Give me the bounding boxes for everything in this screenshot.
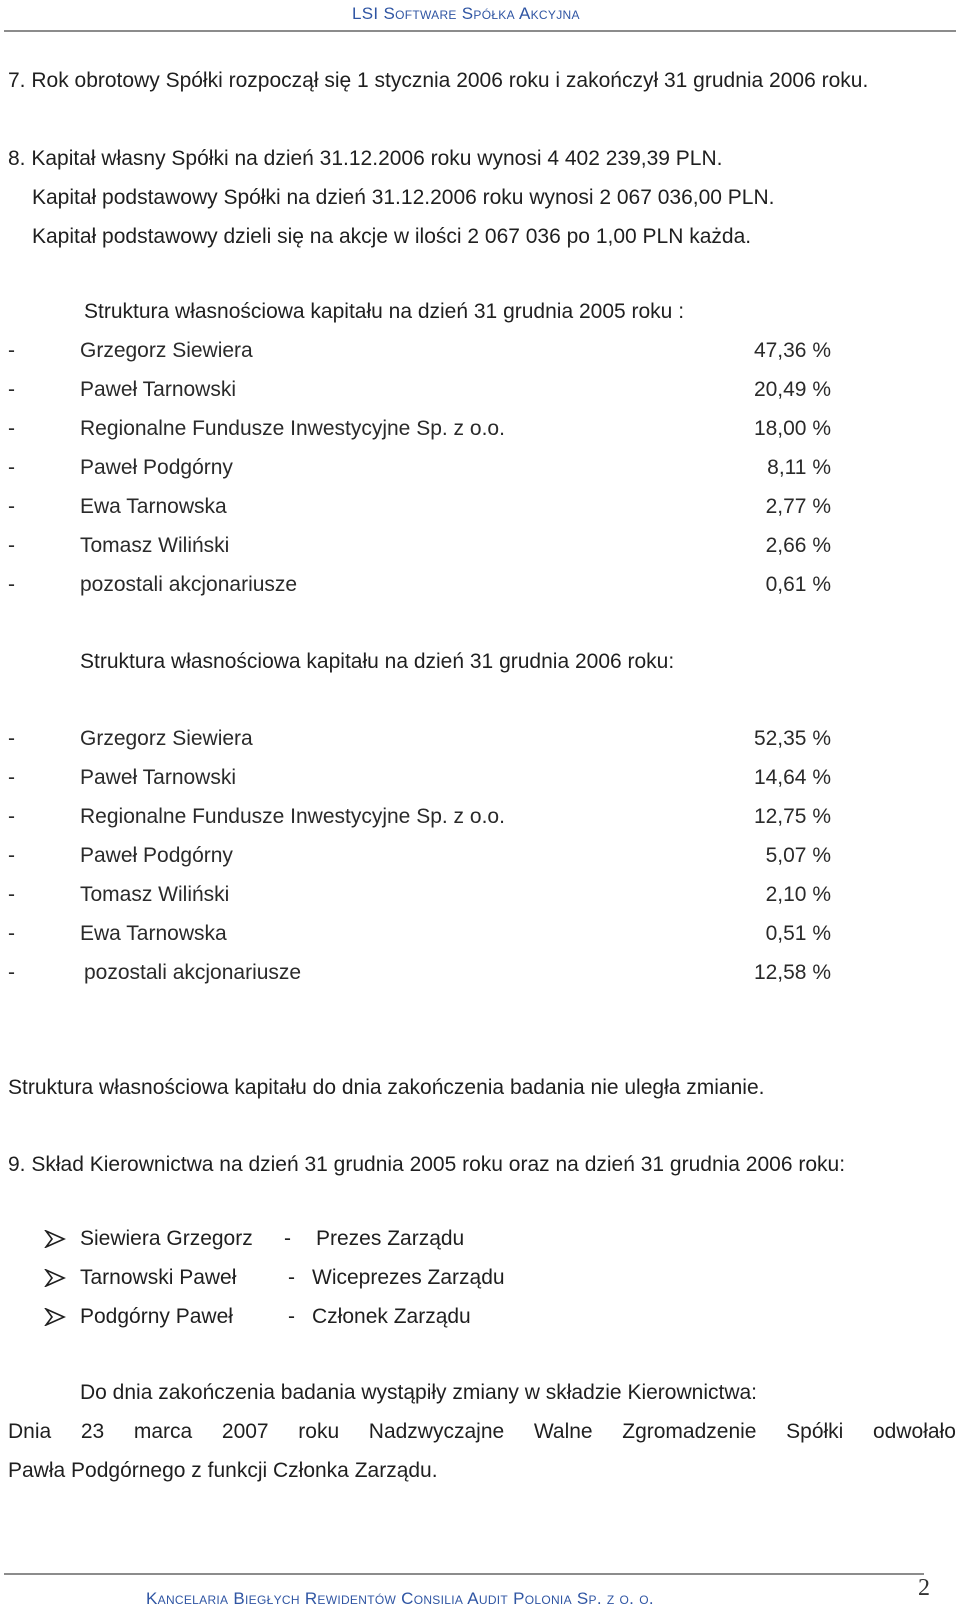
list-item: [0, 1265, 960, 1291]
share-percent: 8,11 %: [767, 456, 831, 479]
arrow-bullet-icon: [44, 1230, 66, 1248]
table-row: [0, 456, 960, 480]
list-item: [0, 1226, 960, 1252]
section-8-line-1: 8. Kapitał własny Spółki na dzień 31.12.2006 roku wynosi 4 402 239,39 PLN.: [8, 147, 723, 170]
footer-rule: [4, 1573, 924, 1575]
table-row: [0, 339, 960, 363]
table-row: [0, 961, 960, 985]
share-percent: 52,35 %: [753, 727, 831, 750]
shareholder-name: Ewa Tarnowska: [80, 495, 227, 518]
row-dash: -: [8, 727, 15, 750]
structure-2006-title: Struktura własnościowa kapitału na dzień 31 grudnia 2006 roku:: [80, 650, 675, 673]
arrow-bullet-icon: [44, 1269, 66, 1287]
table-row: [0, 534, 960, 558]
section-9-title: 9. Skład Kierownictwa na dzień 31 grudnia 2005 roku oraz na dzień 31 grudnia 2006 roku:: [8, 1153, 846, 1176]
member-role: Prezes Zarządu: [316, 1227, 465, 1250]
justified-word: Spółki: [786, 1420, 844, 1443]
justified-word: Nadzwyczajne: [368, 1420, 505, 1443]
row-dash: -: [8, 883, 15, 906]
share-percent: 2,10 %: [765, 883, 831, 906]
member-dash: -: [288, 1266, 295, 1289]
justified-word: marca: [133, 1420, 193, 1443]
table-row: [0, 378, 960, 402]
row-dash: -: [8, 339, 15, 362]
management-changes-title: Do dnia zakończenia badania wystąpiły zmiany w składzie Kierownictwa:: [80, 1381, 757, 1404]
row-dash: -: [8, 922, 15, 945]
shareholder-name: pozostali akcjonariusze: [80, 573, 298, 596]
justified-word: Dnia: [8, 1420, 52, 1443]
member-dash: -: [284, 1227, 291, 1250]
row-dash: -: [8, 961, 15, 984]
row-dash: -: [8, 417, 15, 440]
share-percent: 0,51 %: [765, 922, 831, 945]
shareholder-name: Ewa Tarnowska: [80, 922, 227, 945]
share-percent: 47,36 %: [753, 339, 831, 362]
member-name: Podgórny Paweł: [80, 1305, 233, 1328]
table-row: [0, 922, 960, 946]
member-name: Siewiera Grzegorz: [80, 1227, 253, 1250]
table-row: [0, 573, 960, 597]
shareholder-name: Grzegorz Siewiera: [80, 727, 253, 750]
shareholder-name: Tomasz Wiliński: [80, 883, 230, 906]
share-percent: 0,61 %: [765, 573, 831, 596]
row-dash: -: [8, 805, 15, 828]
row-dash: -: [8, 844, 15, 867]
header-rule: [4, 30, 956, 32]
share-percent: 5,07 %: [765, 844, 831, 867]
audit-firm-name: Kancelaria Biegłych Rewidentów Consilia Audit Polonia Sp. z o. o.: [146, 1589, 654, 1608]
table-row: [0, 495, 960, 519]
table-row: [0, 727, 960, 751]
shareholder-name: Grzegorz Siewiera: [80, 339, 253, 362]
shareholder-name: Paweł Podgórny: [80, 844, 233, 867]
justified-word: Zgromadzenie: [622, 1420, 757, 1443]
share-percent: 18,00 %: [753, 417, 831, 440]
share-percent: 20,49 %: [753, 378, 831, 401]
shareholder-name: pozostali akcjonariusze: [84, 961, 302, 984]
section-7-text: 7. Rok obrotowy Spółki rozpoczął się 1 stycznia 2006 roku i zakończył 31 grudnia 2006 roku.: [8, 69, 869, 92]
member-role: Członek Zarządu: [312, 1305, 471, 1328]
running-footer: [146, 1589, 654, 1609]
management-changes-line-1: [8, 1420, 956, 1444]
row-dash: -: [8, 534, 15, 557]
management-changes-line-2: Pawła Podgórnego z funkcji Członka Zarządu.: [8, 1459, 438, 1482]
structure-2005-title: Struktura własnościowa kapitału na dzień 31 grudnia 2005 roku :: [84, 300, 685, 323]
row-dash: -: [8, 766, 15, 789]
running-header: [352, 4, 580, 24]
table-row: [0, 844, 960, 868]
shareholder-name: Paweł Podgórny: [80, 456, 233, 479]
justified-word: odwołało: [873, 1420, 956, 1443]
row-dash: -: [8, 495, 15, 518]
justified-word: 2007: [221, 1420, 269, 1443]
row-dash: -: [8, 573, 15, 596]
justified-word: Walne: [533, 1420, 593, 1443]
share-percent: 2,77 %: [765, 495, 831, 518]
share-percent: 12,58 %: [753, 961, 831, 984]
member-dash: -: [288, 1305, 295, 1328]
shareholder-name: Regionalne Fundusze Inwestycyjne Sp. z o.o.: [80, 417, 505, 440]
row-dash: -: [8, 378, 15, 401]
section-8-line-2: Kapitał podstawowy Spółki na dzień 31.12.2006 roku wynosi 2 067 036,00 PLN.: [32, 186, 775, 209]
table-row: [0, 883, 960, 907]
page-number: 2: [918, 1575, 930, 1601]
shareholder-name: Tomasz Wiliński: [80, 534, 230, 557]
arrow-bullet-icon: [44, 1308, 66, 1326]
table-row: [0, 805, 960, 829]
shareholder-name: Regionalne Fundusze Inwestycyjne Sp. z o.o.: [80, 805, 505, 828]
member-role: Wiceprezes Zarządu: [312, 1266, 505, 1289]
company-name: LSI Software Spółka Akcyjna: [352, 4, 580, 23]
section-8-line-3: Kapitał podstawowy dzieli się na akcje w ilości 2 067 036 po 1,00 PLN każda.: [32, 225, 752, 248]
shareholder-name: Paweł Tarnowski: [80, 378, 237, 401]
share-percent: 2,66 %: [765, 534, 831, 557]
table-row: [0, 417, 960, 441]
justified-word: roku: [298, 1420, 340, 1443]
unchanged-note: Struktura własnościowa kapitału do dnia zakończenia badania nie uległa zmianie.: [8, 1076, 765, 1099]
table-row: [0, 766, 960, 790]
share-percent: 12,75 %: [753, 805, 831, 828]
share-percent: 14,64 %: [753, 766, 831, 789]
row-dash: -: [8, 456, 15, 479]
list-item: [0, 1304, 960, 1330]
shareholder-name: Paweł Tarnowski: [80, 766, 237, 789]
justified-word: 23: [80, 1420, 105, 1443]
member-name: Tarnowski Paweł: [80, 1266, 237, 1289]
